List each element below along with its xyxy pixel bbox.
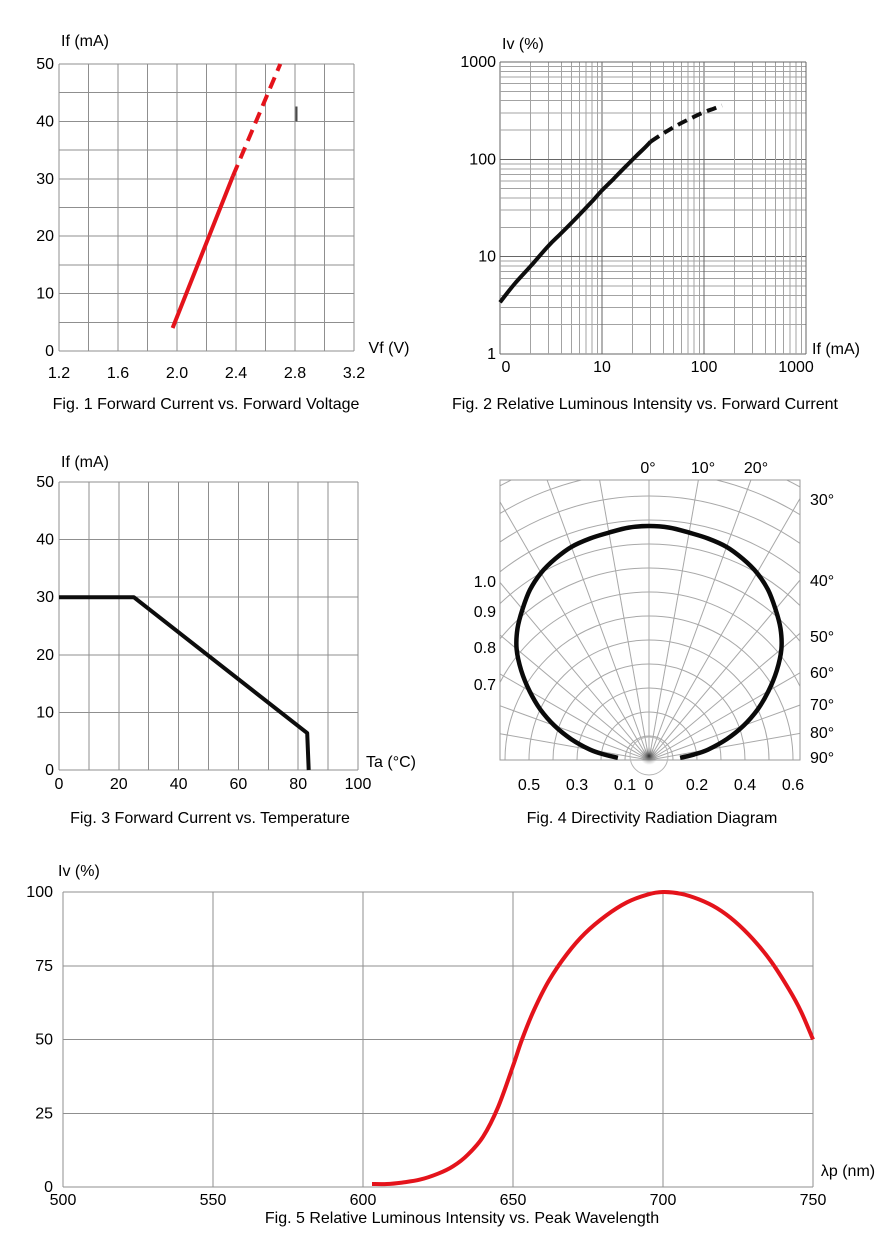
fig1-tick-labels [36, 56, 365, 382]
tick-label: 3.2 [342, 365, 366, 382]
tick-label: 2.8 [283, 365, 307, 382]
tick-label: 0.8 [473, 640, 496, 657]
tick-label: 20 [36, 646, 54, 664]
tick-label: 80 [289, 776, 308, 793]
spectral-curve [372, 892, 813, 1184]
tick-label: 30 [36, 589, 54, 607]
tick-label: 10 [478, 248, 496, 266]
tick-label: 20 [36, 228, 54, 246]
tick-label: 0.5 [517, 777, 541, 794]
tick-label: 10 [36, 285, 54, 303]
fig3-y-axis-title: If (mA) [61, 454, 109, 471]
tick-label: 20° [743, 460, 769, 477]
tick-label: 0.9 [473, 604, 496, 621]
tick-label: 0 [644, 777, 654, 794]
fig3-series [59, 597, 309, 770]
fig1-y-axis-title: If (mA) [61, 33, 109, 50]
tick-label: 750 [799, 1192, 827, 1209]
fig5-series [372, 892, 813, 1184]
fig5-y-axis-title: Iv (%) [58, 863, 100, 880]
tick-label: 1.2 [47, 365, 71, 382]
tick-label: 1000 [778, 359, 814, 376]
tick-label: 50 [35, 1031, 53, 1049]
tick-label: 0° [640, 460, 656, 477]
fig1-x-axis-title: Vf (V) [368, 340, 410, 357]
fig3-grid [59, 482, 358, 770]
if-vf-curve-solid [173, 176, 233, 328]
tick-label: 80° [810, 725, 835, 742]
tick-label: 2.4 [224, 365, 248, 382]
iv-if-curve-dashed [651, 106, 722, 142]
tick-label: 20 [109, 776, 128, 793]
fig4-caption: Fig. 4 Directivity Radiation Diagram [526, 810, 778, 827]
fig1-series [173, 64, 297, 328]
tick-label: 0.2 [685, 777, 709, 794]
tick-label: 650 [499, 1192, 527, 1209]
tick-label: 90° [810, 750, 835, 767]
tick-label: 30 [36, 170, 54, 188]
tick-label: 700 [649, 1192, 677, 1209]
tick-label: 0.3 [565, 777, 589, 794]
tick-label: 100 [690, 359, 718, 376]
fig3-caption: Fig. 3 Forward Current vs. Temperature [70, 810, 350, 827]
tick-label: 50 [36, 56, 54, 73]
tick-label: 10 [593, 359, 611, 376]
tick-label: 70° [810, 697, 835, 714]
fig3-x-axis-title: Ta (°C) [366, 754, 416, 771]
fig3-tick-labels [36, 474, 371, 793]
tick-label: 0 [54, 776, 64, 793]
tick-label: 60 [229, 776, 248, 793]
tick-label: 60° [810, 665, 835, 682]
tick-label: 0.4 [733, 777, 757, 794]
fig4-polar-grid [313, 424, 889, 1072]
tick-label: 100 [469, 151, 496, 169]
tick-label: 1 [487, 346, 496, 363]
fig2-grid [500, 62, 806, 354]
fig5-tick-labels [26, 884, 826, 1209]
tick-label: 25 [35, 1105, 53, 1123]
tick-label: 1.0 [473, 574, 496, 591]
tick-label: 0 [45, 343, 54, 360]
fig5-grid [63, 892, 813, 1187]
tick-label: 550 [199, 1192, 227, 1209]
fig2-y-axis-title: Iv (%) [502, 36, 544, 53]
derating-curve [59, 597, 309, 770]
tick-label: 75 [35, 957, 53, 975]
fig2-tick-labels [460, 54, 813, 376]
fig5-x-axis-title: λp (nm) [820, 1163, 876, 1180]
tick-label: 40 [169, 776, 188, 793]
tick-label: 100 [344, 776, 372, 793]
tick-label: 10° [690, 460, 716, 477]
tick-label: 10 [36, 704, 54, 722]
tick-label: 0 [45, 762, 54, 779]
tick-label: 0.6 [781, 777, 805, 794]
tick-label: 1.6 [106, 365, 130, 382]
tick-label: 2.0 [165, 365, 189, 382]
fig1-caption: Fig. 1 Forward Current vs. Forward Voltage [52, 396, 360, 413]
fig1-grid [59, 64, 354, 351]
tick-label: 1000 [460, 54, 496, 71]
fig2-caption: Fig. 2 Relative Luminous Intensity vs. Forward Current [452, 396, 838, 413]
tick-label: 0.1 [613, 777, 637, 794]
if-vf-curve-dashed [233, 64, 280, 176]
tick-label: 40 [36, 113, 54, 131]
tick-label: 40° [810, 573, 835, 590]
tick-label: 500 [49, 1192, 77, 1209]
tick-label: 0.7 [473, 677, 496, 694]
fig2-x-axis-title: If (mA) [812, 341, 860, 358]
fig5-caption: Fig. 5 Relative Luminous Intensity vs. Peak Wavelength [264, 1210, 660, 1227]
tick-label: 30° [810, 492, 835, 509]
tick-label: 0 [501, 359, 511, 376]
tick-label: 100 [26, 884, 53, 901]
tick-label: 40 [36, 531, 54, 549]
tick-label: 50° [810, 629, 835, 646]
tick-label: 50 [36, 474, 54, 491]
tick-label: 600 [349, 1192, 377, 1209]
tick-label: 0 [44, 1179, 53, 1196]
